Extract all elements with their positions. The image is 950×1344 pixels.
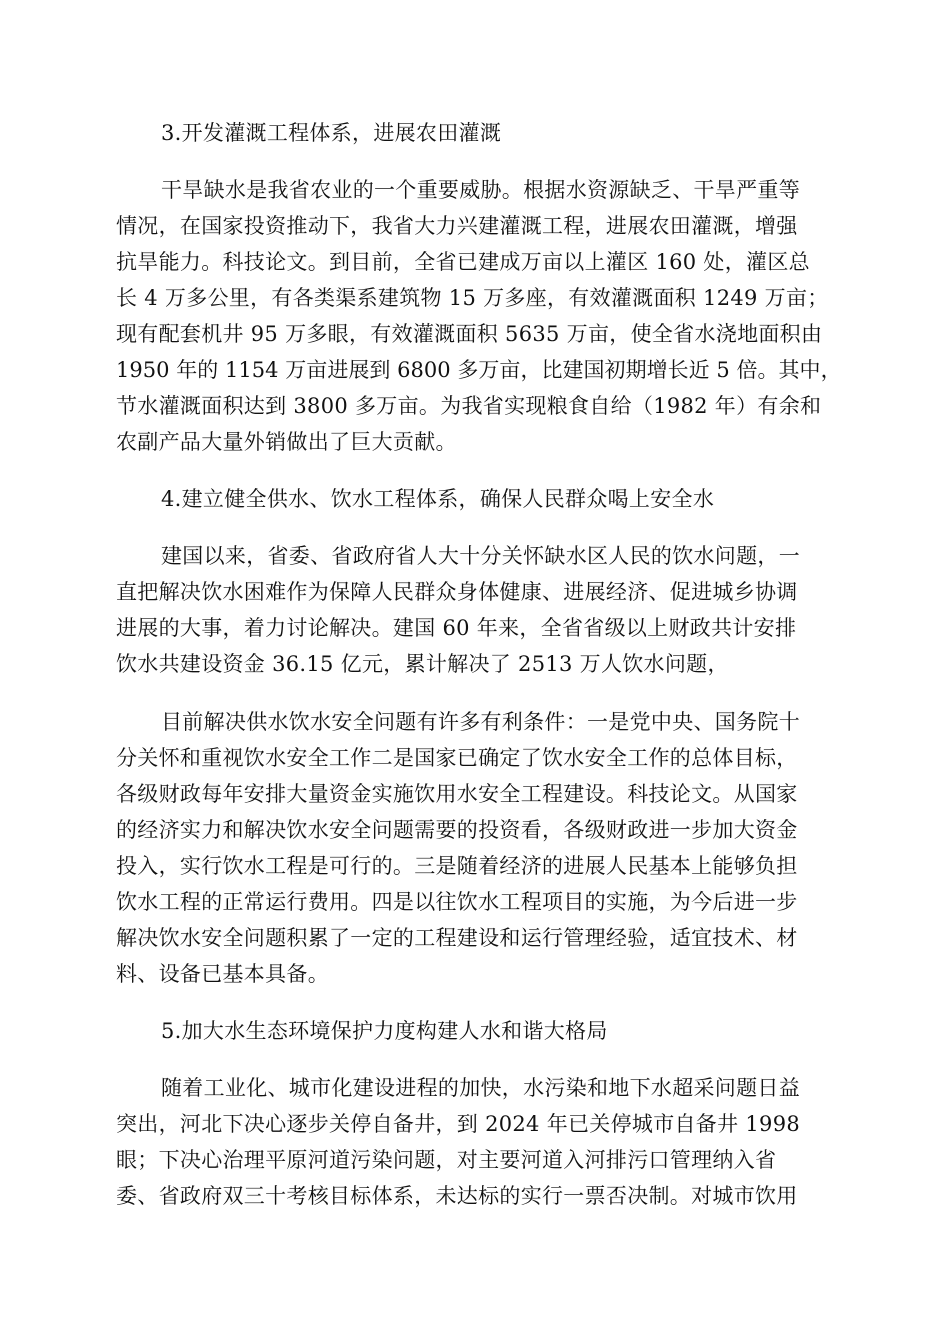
text-line: 随着工业化、城市化建设进程的加快，水污染和地下水超采问题日益 (161, 1076, 800, 1100)
text-line: 料、设备已基本具备。 (116, 962, 329, 986)
text-line: 饮水工程的正常运行费用。四是以往饮水工程项目的实施，为今后进一步 (116, 890, 798, 914)
text-line: 建国以来，省委、省政府省人大十分关怀缺水区人民的饮水问题，一 (161, 544, 800, 568)
text-line: 1950 年的 1154 万亩进展到 6800 多万亩，比建国初期增长近 5 倍。其中， (116, 358, 842, 382)
text-line: 目前解决供水饮水安全问题有许多有利条件：一是党中央、国务院十 (161, 710, 800, 734)
section-heading: 4.建立健全供水、饮水工程体系，确保人民群众喝上安全水 (161, 487, 715, 511)
text-line: 直把解决饮水困难作为保障人民群众身体健康、进展经济、促进城乡协调 (116, 580, 798, 604)
text-line: 饮水共建设资金 36.15 亿元，累计解决了 2513 万人饮水问题， (116, 652, 729, 676)
text-line: 抗旱能力。科技论文。到目前，全省已建成万亩以上灌区 160 处，灌区总 (116, 250, 810, 274)
text-line: 进展的大事，着力讨论解决。建国 60 年来，全省省级以上财政共计安排 (116, 616, 797, 640)
text-line: 解决饮水安全问题积累了一定的工程建设和运行管理经验，适宜技术、材 (116, 926, 798, 950)
text-line: 长 4 万多公里，有各类渠系建筑物 15 万多座，有效灌溉面积 1249 万亩； (116, 286, 829, 310)
section-heading: 5.加大水生态环境保护力度构建人水和谐大格局 (161, 1019, 608, 1043)
text-line: 委、省政府双三十考核目标体系，未达标的实行一票否决制。对城市饮用 (116, 1184, 798, 1208)
text-line: 眼；下决心治理平原河道污染问题，对主要河道入河排污口管理纳入省 (116, 1148, 777, 1172)
text-line: 情况，在国家投资推动下，我省大力兴建灌溉工程，进展农田灌溉，增强 (116, 214, 798, 238)
text-line: 分关怀和重视饮水安全工作二是国家已确定了饮水安全工作的总体目标， (116, 746, 798, 770)
text-line: 投入，实行饮水工程是可行的。三是随着经济的进展人民基本上能够负担 (116, 854, 798, 878)
text-line: 突出，河北下决心逐步关停自备井，到 2024 年已关停城市自备井 1998 (116, 1112, 801, 1136)
text-line: 农副产品大量外销做出了巨大贡献。 (116, 430, 457, 454)
text-line: 干旱缺水是我省农业的一个重要威胁。根据水资源缺乏、干旱严重等 (161, 178, 800, 202)
text-line: 现有配套机井 95 万多眼，有效灌溉面积 5635 万亩，使全省水浇地面积由 (116, 322, 823, 346)
text-line: 节水灌溉面积达到 3800 多万亩。为我省实现粮食自给（1982 年）有余和 (116, 394, 822, 418)
text-line: 的经济实力和解决饮水安全问题需要的投资看，各级财政进一步加大资金 (116, 818, 798, 842)
text-line: 各级财政每年安排大量资金实施饮用水安全工程建设。科技论文。从国家 (116, 782, 798, 806)
section-heading: 3.开发灌溉工程体系，进展农田灌溉 (161, 121, 502, 145)
